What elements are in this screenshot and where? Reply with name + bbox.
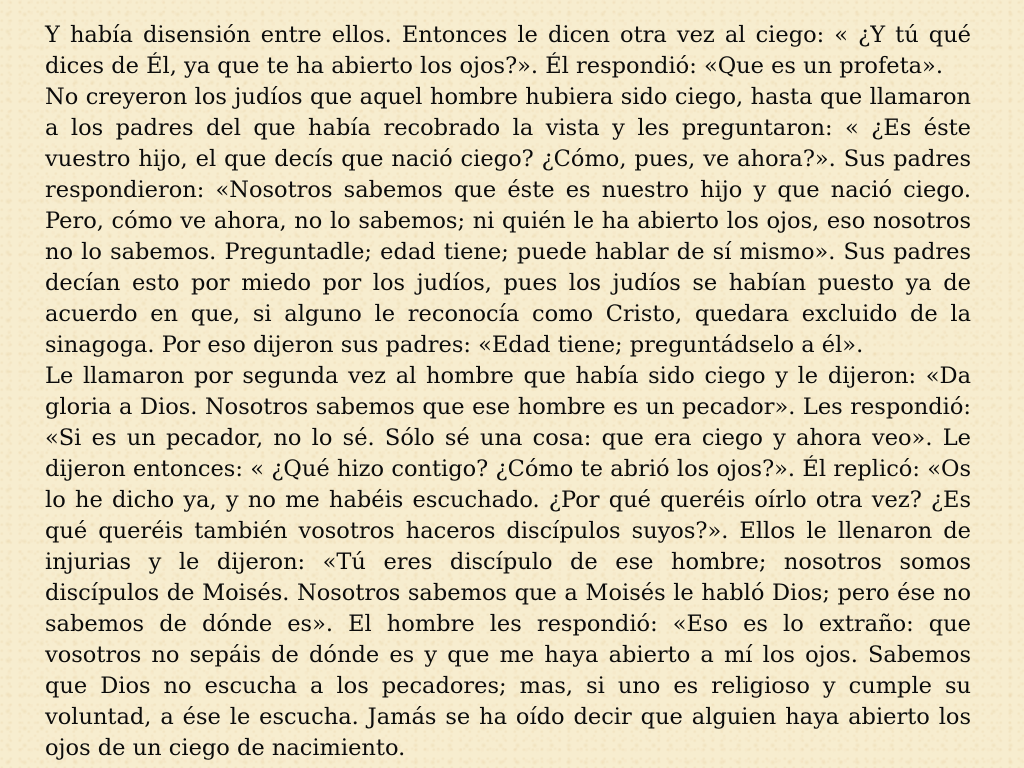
paragraph-3: Le llamaron por segunda vez al hombre que había sido ciego y le dijeron: «Da gloria a Dios. Nosotros sabemos que ese hombre es un pecador». Les respondió: «Si es un pecador, no lo sé. Sólo sé una cosa: que era ciego y ahora veo». Le dijeron entonces: « ¿Qué hizo contigo? ¿Cómo te abrió los ojos?». Él replicó: «Os lo he dicho ya, y no me habéis escuchado. ¿Por qué queréis oírlo otra vez? ¿Es qué queréis también vosotros haceros discípulos suyos?». Ellos le llenaron de injurias y le dijeron: «Tú eres discípulo de ese hombre; nosotros somos discípulos de Moisés. Nosotros sabemos que a Moisés le habló Dios; pero ése no sabemos de dónde es». El hombre les respondió: «Eso es lo extraño: que vosotros no sepáis de dónde es y que me haya abierto a mí los ojos. Sabemos que Dios no escucha a los pecadores; mas, si uno es religioso y cumple su voluntad, a ése le escucha. Jamás se ha oído decir que alguien haya abierto los ojos de un ciego de nacimiento. — [45, 363, 971, 761]
paragraph-1: Y había disensión entre ellos. Entonces le dicen otra vez al ciego: « ¿Y tú qué dices de Él, ya que te ha abierto los ojos?». Él respondió: «Que es un profeta». — [45, 22, 971, 79]
text-body — [45, 20, 971, 764]
paragraph-2: No creyeron los judíos que aquel hombre hubiera sido ciego, hasta que llamaron a los padres del que había recobrado la vista y les preguntaron: « ¿Es éste vuestro hijo, el que decís que nació ciego? ¿Cómo, pues, ve ahora?». Sus padres respondieron: «Nosotros sabemos que éste es nuestro hijo y que nació ciego. Pero, cómo ve ahora, no lo sabemos; ni quién le ha abierto los ojos, eso nosotros no lo sabemos. Preguntadle; edad tiene; puede hablar de sí mismo». Sus padres decían esto por miedo por los judíos, pues los judíos se habían puesto ya de acuerdo en que, si alguno le reconocía como Cristo, quedara excluido de la sinagoga. Por eso dijeron sus padres: «Edad tiene; preguntádselo a él». — [45, 84, 971, 358]
